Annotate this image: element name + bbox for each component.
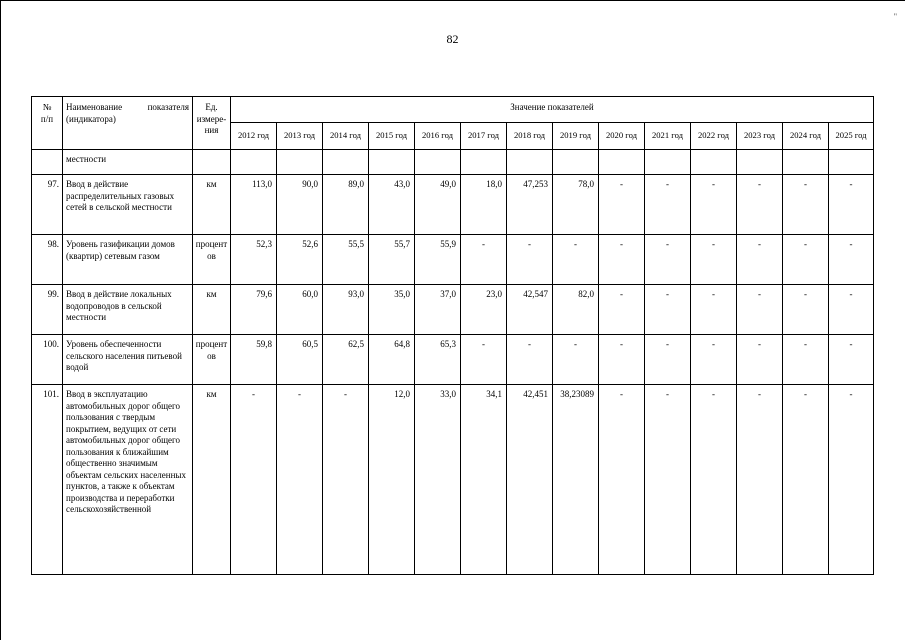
empty-cell	[231, 150, 277, 175]
continuation-num-cell	[32, 150, 63, 175]
empty-cell	[553, 150, 599, 175]
value-cell: 43,0	[369, 175, 415, 235]
header-year: 2021 год	[645, 123, 691, 150]
unit-cell: км	[193, 175, 231, 235]
value-cell: -	[553, 335, 599, 385]
value-cell: -	[829, 285, 874, 335]
value-cell: 79,6	[231, 285, 277, 335]
table-row	[32, 175, 874, 235]
empty-cell	[691, 150, 737, 175]
value-cell: -	[783, 235, 829, 285]
empty-cell	[323, 150, 369, 175]
value-cell: -	[737, 385, 783, 575]
row-number-cell: 100.	[32, 335, 63, 385]
empty-cell	[461, 150, 507, 175]
indicator-name-cell: Уровень обеспеченности сельского населения питьевой водой	[63, 335, 193, 385]
value-cell: -	[645, 385, 691, 575]
value-cell: 52,6	[277, 235, 323, 285]
value-cell: 60,0	[277, 285, 323, 335]
row-number-cell: 101.	[32, 385, 63, 575]
scan-border-top	[0, 0, 905, 1]
value-cell: -	[645, 335, 691, 385]
empty-cell	[783, 150, 829, 175]
header-year: 2019 год	[553, 123, 599, 150]
value-cell: 34,1	[461, 385, 507, 575]
value-cell: -	[645, 175, 691, 235]
value-cell: 64,8	[369, 335, 415, 385]
header-year: 2023 год	[737, 123, 783, 150]
empty-cell	[507, 150, 553, 175]
value-cell: -	[829, 175, 874, 235]
table-row-continuation	[32, 150, 874, 175]
value-cell: 42,451	[507, 385, 553, 575]
value-cell: -	[691, 335, 737, 385]
header-year: 2025 год	[829, 123, 874, 150]
table-row	[32, 235, 874, 285]
value-cell: -	[737, 335, 783, 385]
header-year: 2024 год	[783, 123, 829, 150]
empty-cell	[829, 150, 874, 175]
indicator-name-cell: Уровень газификации домов (квартир) сетевым газом	[63, 235, 193, 285]
value-cell: 49,0	[415, 175, 461, 235]
scan-border-left	[0, 0, 1, 640]
empty-cell	[277, 150, 323, 175]
value-cell: 33,0	[415, 385, 461, 575]
header-number-line1: №	[42, 102, 52, 112]
value-cell: 60,5	[277, 335, 323, 385]
indicator-name-cell: Ввод в действие локальных водопроводов в сельской местности	[63, 285, 193, 335]
value-cell: 42,547	[507, 285, 553, 335]
value-cell: 82,0	[553, 285, 599, 335]
value-cell: 38,23089	[553, 385, 599, 575]
header-name-line2: (индикатора)	[66, 113, 116, 124]
header-number	[32, 97, 63, 150]
header-year: 2012 год	[231, 123, 277, 150]
value-cell: -	[737, 235, 783, 285]
unit-cell: км	[193, 285, 231, 335]
header-name-line1: Наименование показателя	[66, 102, 189, 112]
value-cell: 35,0	[369, 285, 415, 335]
empty-cell	[415, 150, 461, 175]
value-cell: -	[277, 385, 323, 575]
value-cell: -	[691, 385, 737, 575]
value-cell: 59,8	[231, 335, 277, 385]
header-indicator-name	[63, 97, 193, 150]
value-cell: -	[553, 235, 599, 285]
header-year: 2020 год	[599, 123, 645, 150]
value-cell: 55,5	[323, 235, 369, 285]
value-cell: -	[691, 175, 737, 235]
value-cell: -	[507, 235, 553, 285]
value-cell: -	[599, 335, 645, 385]
continuation-name-cell: местности	[63, 150, 193, 175]
value-cell: 78,0	[553, 175, 599, 235]
header-year: 2017 год	[461, 123, 507, 150]
header-year: 2022 год	[691, 123, 737, 150]
value-cell: 113,0	[231, 175, 277, 235]
value-cell: -	[645, 235, 691, 285]
value-cell: -	[783, 335, 829, 385]
empty-cell	[599, 150, 645, 175]
value-cell: -	[783, 385, 829, 575]
value-cell: 90,0	[277, 175, 323, 235]
row-number-cell: 98.	[32, 235, 63, 285]
indicator-name-cell: Ввод в действие распределительных газовых сетей в сельской местности	[63, 175, 193, 235]
value-cell: -	[737, 285, 783, 335]
value-cell: -	[783, 285, 829, 335]
value-cell: 23,0	[461, 285, 507, 335]
value-cell: 62,5	[323, 335, 369, 385]
unit-cell: процентов	[193, 235, 231, 285]
header-year: 2015 год	[369, 123, 415, 150]
value-cell: 52,3	[231, 235, 277, 285]
value-cell: -	[645, 285, 691, 335]
indicator-name-cell: Ввод в эксплуатацию автомобильных дорог общего пользования с твердым покрытием, ведущих от сети автомобильных дорог общего пользования к ближайшим общественно значимым объектам сельских населенных пунктов, а также к объектам производства и переработки сельскохозяйственной	[63, 385, 193, 575]
empty-cell	[193, 150, 231, 175]
value-cell: -	[829, 335, 874, 385]
value-cell: -	[829, 235, 874, 285]
value-cell: 65,3	[415, 335, 461, 385]
indicators-table	[31, 96, 874, 575]
empty-cell	[369, 150, 415, 175]
header-year: 2018 год	[507, 123, 553, 150]
value-cell: -	[599, 285, 645, 335]
value-cell: -	[829, 385, 874, 575]
empty-cell	[737, 150, 783, 175]
value-cell: 37,0	[415, 285, 461, 335]
header-year: 2016 год	[415, 123, 461, 150]
unit-cell: процентов	[193, 335, 231, 385]
header-year: 2014 год	[323, 123, 369, 150]
value-cell: -	[231, 385, 277, 575]
value-cell: -	[737, 175, 783, 235]
value-cell: 47,253	[507, 175, 553, 235]
value-cell: -	[691, 235, 737, 285]
value-cell: -	[599, 385, 645, 575]
value-cell: 93,0	[323, 285, 369, 335]
value-cell: -	[783, 175, 829, 235]
header-year: 2013 год	[277, 123, 323, 150]
value-cell: 55,9	[415, 235, 461, 285]
value-cell: -	[507, 335, 553, 385]
value-cell: 55,7	[369, 235, 415, 285]
empty-cell	[645, 150, 691, 175]
value-cell: -	[599, 175, 645, 235]
value-cell: 89,0	[323, 175, 369, 235]
value-cell: -	[461, 335, 507, 385]
unit-cell: км	[193, 385, 231, 575]
value-cell: -	[691, 285, 737, 335]
header-number-line2: п/п	[40, 113, 54, 124]
row-number-cell: 97.	[32, 175, 63, 235]
header-unit: Ед. измере-ния	[193, 97, 231, 150]
scan-edge-mark: "	[893, 12, 897, 21]
value-cell: -	[323, 385, 369, 575]
value-cell: 12,0	[369, 385, 415, 575]
value-cell: -	[599, 235, 645, 285]
row-number-cell: 99.	[32, 285, 63, 335]
value-cell: 18,0	[461, 175, 507, 235]
table-row	[32, 385, 874, 575]
value-cell: -	[461, 235, 507, 285]
header-values-group: Значение показателей	[231, 97, 874, 123]
page-number: 82	[446, 32, 459, 46]
table-row	[32, 335, 874, 385]
table-row	[32, 285, 874, 335]
